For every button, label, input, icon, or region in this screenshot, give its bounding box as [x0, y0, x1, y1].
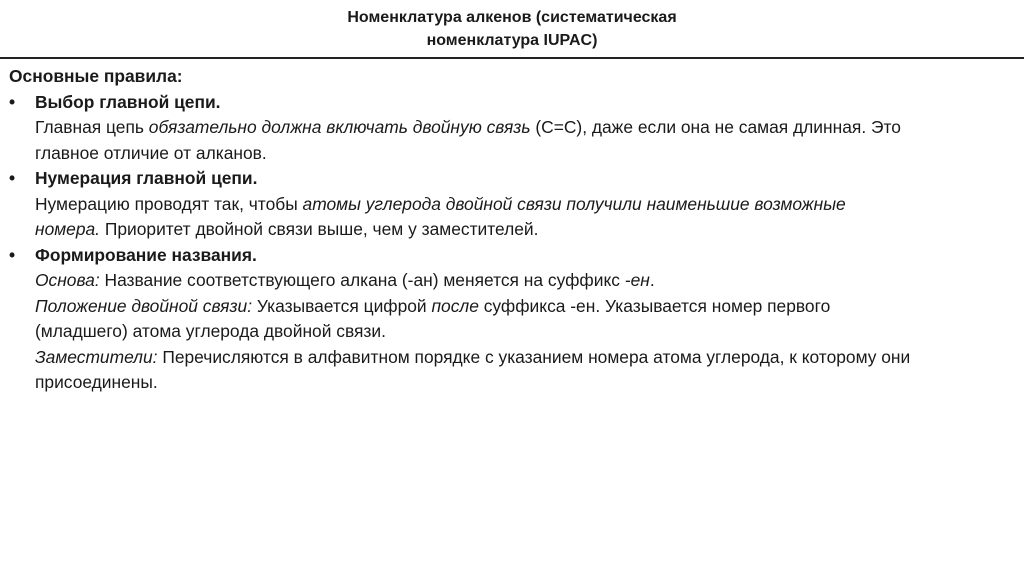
text-span: Приоритет двойной связи выше, чем у заместителей. [100, 219, 539, 239]
text-span: Указывается цифрой [252, 295, 432, 316]
emphasis-text: атомы углерода двойной связи получили наименьшие возможные [302, 193, 846, 214]
title-divider [0, 57, 1024, 59]
slide-title [0, 6, 1024, 52]
text-span: суффикса -ен. Указывается номер первого [478, 295, 831, 316]
rule-text-line [35, 217, 1021, 243]
emphasis-text: Положение двойной связи: [35, 295, 253, 316]
bullet-icon: • [9, 91, 16, 112]
slide-title-line-1: Номенклатура алкенов (систематическая [347, 9, 677, 26]
emphasis-text: номера. [35, 219, 101, 239]
slide-content [9, 64, 1021, 396]
rule-item-naming [9, 243, 1021, 396]
text-span: Главная цепь [35, 117, 149, 137]
rule-text-line [35, 345, 1021, 371]
rule-text-line [35, 268, 1021, 294]
emphasis-text: после [431, 295, 479, 316]
rule-heading: Выбор главной цепи. [35, 91, 221, 112]
rule-heading: Формирование названия. [35, 244, 257, 265]
rule-item-main-chain [9, 90, 1021, 167]
text-span: Перечисляются в алфавитном порядке с указанием номера атома углерода, к которому они [157, 346, 911, 367]
rule-item-numbering [9, 166, 1021, 243]
rule-text-line [35, 115, 1021, 141]
emphasis-text: -ен [624, 270, 650, 290]
rule-text-line [35, 294, 1021, 320]
text-span: Нумерацию проводят так, чтобы [35, 193, 303, 214]
rule-heading: Нумерация главной цепи. [35, 168, 258, 188]
emphasis-text: Заместители: [35, 346, 158, 367]
rules-heading: Основные правила: [9, 66, 183, 86]
text-span: Название соответствующего алкана (-ан) меняется на суффикс [99, 270, 625, 290]
text-span: . [649, 270, 655, 290]
rule-text-line [35, 192, 1021, 218]
emphasis-text: Основа: [35, 270, 100, 290]
bullet-icon: • [9, 168, 16, 188]
slide-title-line-2: номенклатура IUPAC) [426, 32, 598, 49]
rule-text-line: присоединены. [35, 372, 158, 392]
bullet-icon: • [9, 244, 16, 265]
emphasis-text: обязательно должна включать двойную связь [148, 117, 531, 137]
text-span: (C=C), даже если она не самая длинная. Это [530, 117, 901, 137]
rule-text-line: (младшего) атома углерода двойной связи. [35, 321, 386, 341]
rule-text-line: главное отличие от алканов. [35, 142, 267, 163]
